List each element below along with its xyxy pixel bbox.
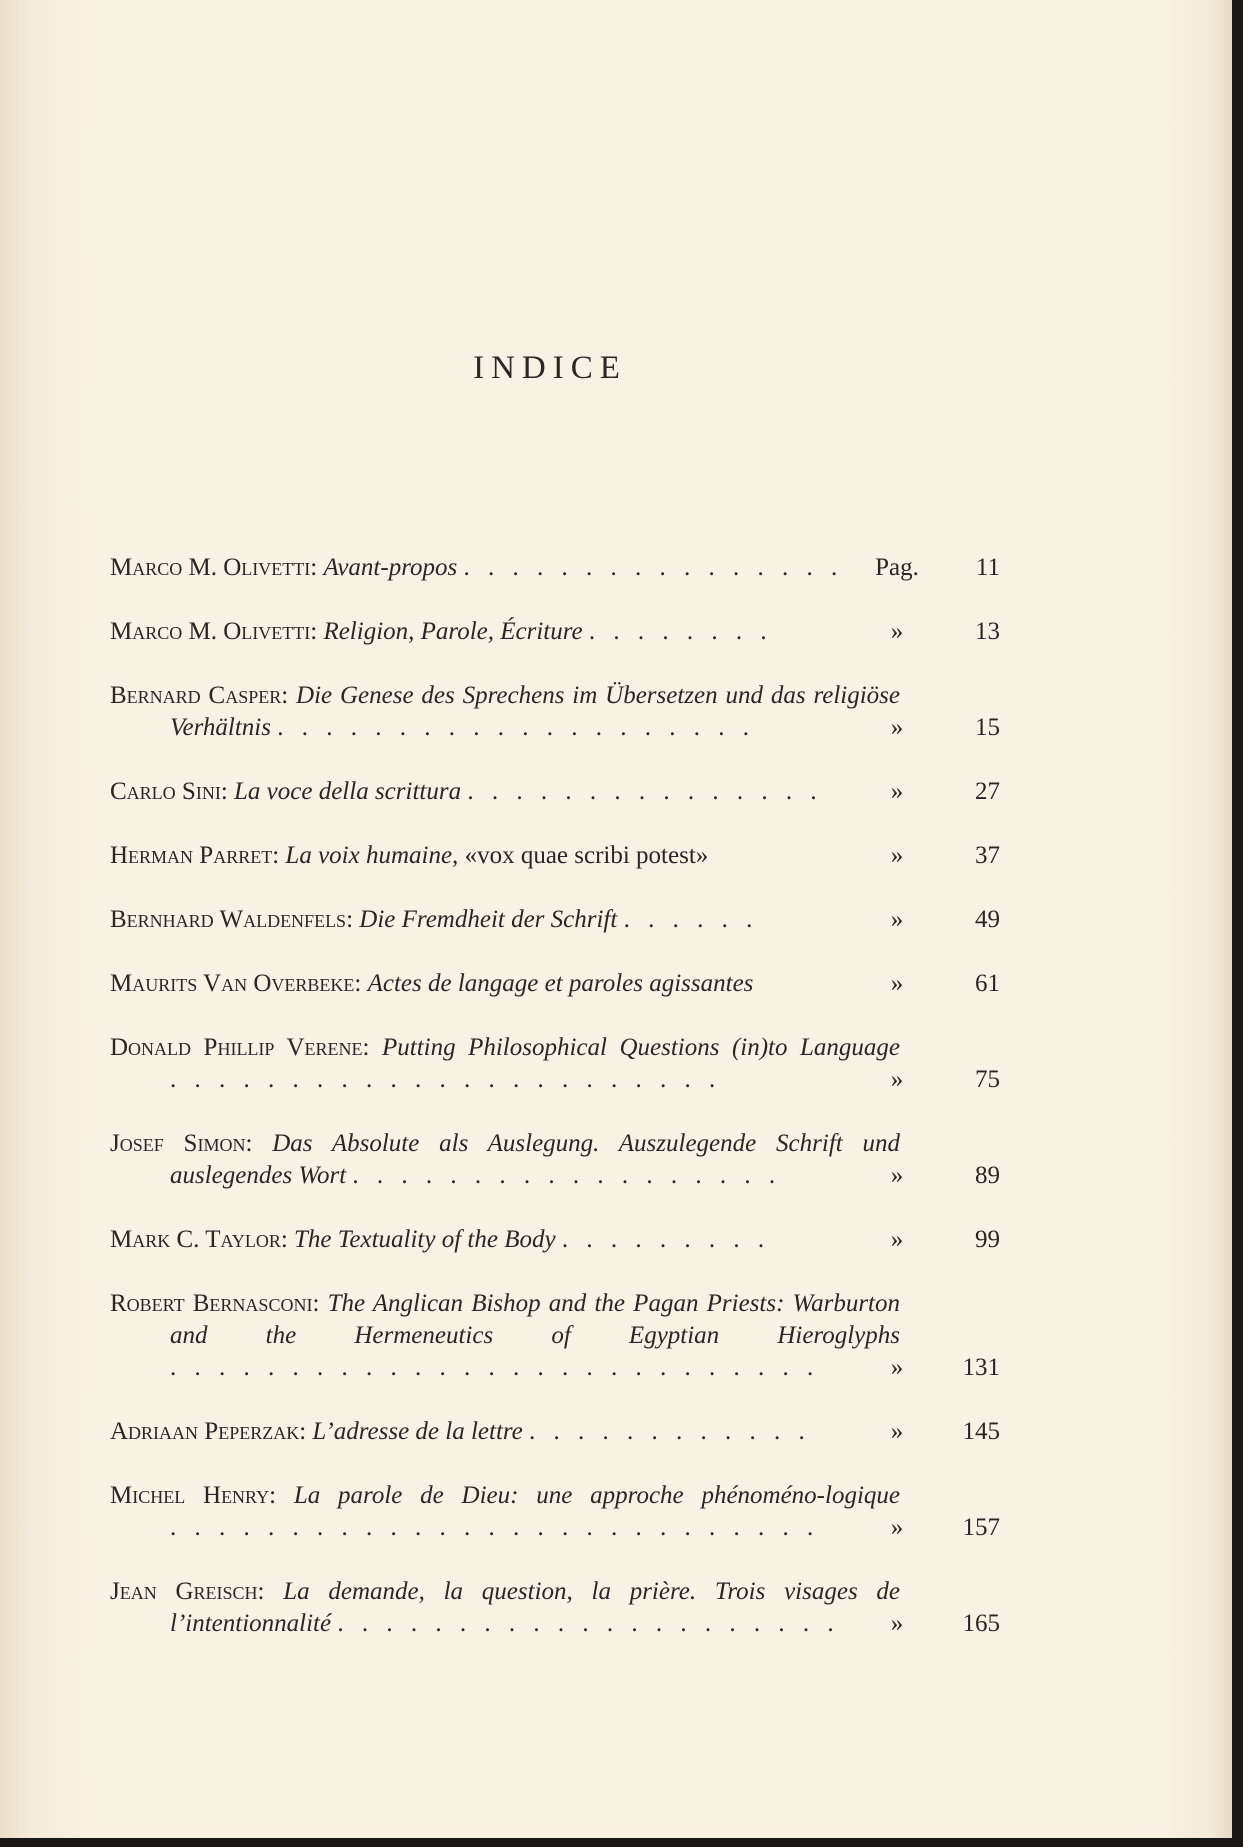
page-number: 157 [962,1514,1000,1541]
entry-author: Carlo Sini: [110,778,228,805]
entry-author: Michel Henry: [110,1482,277,1509]
page-marker: » [890,1066,904,1093]
dot-leader: . . . . . . [623,906,759,933]
page-marker: » [890,970,904,997]
dot-leader: . . . . . . . . . . . . . . . . [463,554,844,581]
toc-entry [110,904,1000,936]
entry-title: Avant-propos [323,554,458,581]
entry-author: Mark C. Taylor: [110,1226,288,1253]
toc-entry [110,1224,1000,1256]
toc-entry [110,1480,1000,1544]
page-number: 165 [962,1610,1000,1637]
entry-author: Bernhard Waldenfels: [110,906,354,933]
page-title: INDICE [473,350,627,386]
toc-entry [110,776,1000,808]
toc-entry [110,840,1000,872]
dot-leader: . . . . . . . . . . . . . . . . . . . . [277,714,755,741]
page-number: 145 [962,1418,1000,1445]
entry-author: Donald Phillip Verene: [110,1034,370,1061]
entry-title: Actes de langage et paroles agissantes [367,970,754,997]
page-number: 15 [975,714,1000,741]
dot-leader: . . . . . . . . . . . . . . . . . . . . . . . . . . . [170,1514,820,1541]
dot-leader: . . . . . . . . . . . . . . . . . . . . . [337,1610,840,1637]
entry-author: Marco M. Olivetti: [110,618,318,645]
page-marker: » [890,1514,904,1541]
page-marker: » [890,618,904,645]
page-marker: » [890,1354,904,1381]
toc-entry [110,1416,1000,1448]
entry-author: Josef Simon: [110,1130,253,1157]
toc-entry [110,1288,1000,1384]
entry-author: Robert Bernasconi: [110,1290,320,1317]
entry-title: La voce della scrittura [234,778,462,805]
page-marker: Pag. [875,554,919,581]
entry-title: L’adresse de la lettre [312,1418,523,1445]
entry-title: The Anglican Bishop and the Pagan Priests: Warburton and the Hermeneutics of Egyptian Hieroglyphs [170,1290,900,1349]
entry-title: La parole de Dieu: une approche phénoméno-logique [293,1482,900,1509]
page-number: 49 [975,906,1000,933]
entry-title: The Textuality of the Body [294,1226,556,1253]
dot-leader: . . . . . . . . . [561,1226,771,1253]
page-number: 75 [975,1066,1000,1093]
dot-leader: . . . . . . . . . . . . . . . . . . . . . . . . . . . [170,1354,820,1381]
toc-entry [110,680,1000,744]
entry-author: Adriaan Peperzak: [110,1418,307,1445]
entry-title: La voix humaine, [285,842,459,869]
entry-title: Die Genese des Sprechens im Übersetzen und das religiöse Verhältnis [170,682,900,741]
page-marker: » [890,714,904,741]
page-number: 89 [975,1162,1000,1189]
dot-leader: . . . . . . . . . . . . . . . . . . . . . . . [170,1066,722,1093]
page-marker: » [890,842,904,869]
page-number: 37 [975,842,1000,869]
toc-entry [110,552,1000,584]
entry-author: Maurits Van Overbeke: [110,970,362,997]
page-marker: » [890,906,904,933]
page-marker: » [890,1226,904,1253]
table-of-contents [110,552,1000,1640]
scan-right-edge [1232,0,1243,1847]
toc-entry [110,1128,1000,1192]
toc-entry [110,616,1000,648]
page-marker: » [890,1162,904,1189]
entry-author: Jean Greisch: [110,1578,265,1605]
page-number: 11 [975,554,1000,581]
page-number: 61 [975,970,1000,997]
entry-title-roman: «vox quae scribi potest» [464,842,709,869]
entry-title: Religion, Parole, Écriture [323,618,583,645]
page-number: 99 [975,1226,1000,1253]
dot-leader: . . . . . . . . . . . . [529,1418,811,1445]
entry-title: Das Absolute als Auslegung. Auszulegende Schrift und auslegendes Wort [170,1130,901,1189]
dot-leader: . . . . . . . . . . . . . . . . . . [352,1162,782,1189]
toc-entry [110,968,1000,1000]
dot-leader: . . . . . . . . . . . . . . . [467,778,823,805]
toc-entry [110,1032,1000,1096]
page-marker: » [890,1418,904,1445]
scan-bottom-edge [0,1838,1243,1847]
page-number: 27 [975,778,1000,805]
entry-title: Die Fremdheit der Schrift [359,906,618,933]
entry-title: La demande, la question, la prière. Trois visages de l’intentionnalité [170,1578,901,1637]
entry-author: Bernard Casper: [110,682,289,709]
page-marker: » [890,778,904,805]
page-number: 13 [975,618,1000,645]
toc-entry [110,1576,1000,1640]
page-marker: » [890,1610,904,1637]
entry-author: Marco M. Olivetti: [110,554,318,581]
entry-title: Putting Philosophical Questions (in)to Language [381,1034,901,1061]
page-number: 131 [962,1354,1000,1381]
entry-author: Herman Parret: [110,842,280,869]
dot-leader: . . . . . . . . [588,618,773,645]
